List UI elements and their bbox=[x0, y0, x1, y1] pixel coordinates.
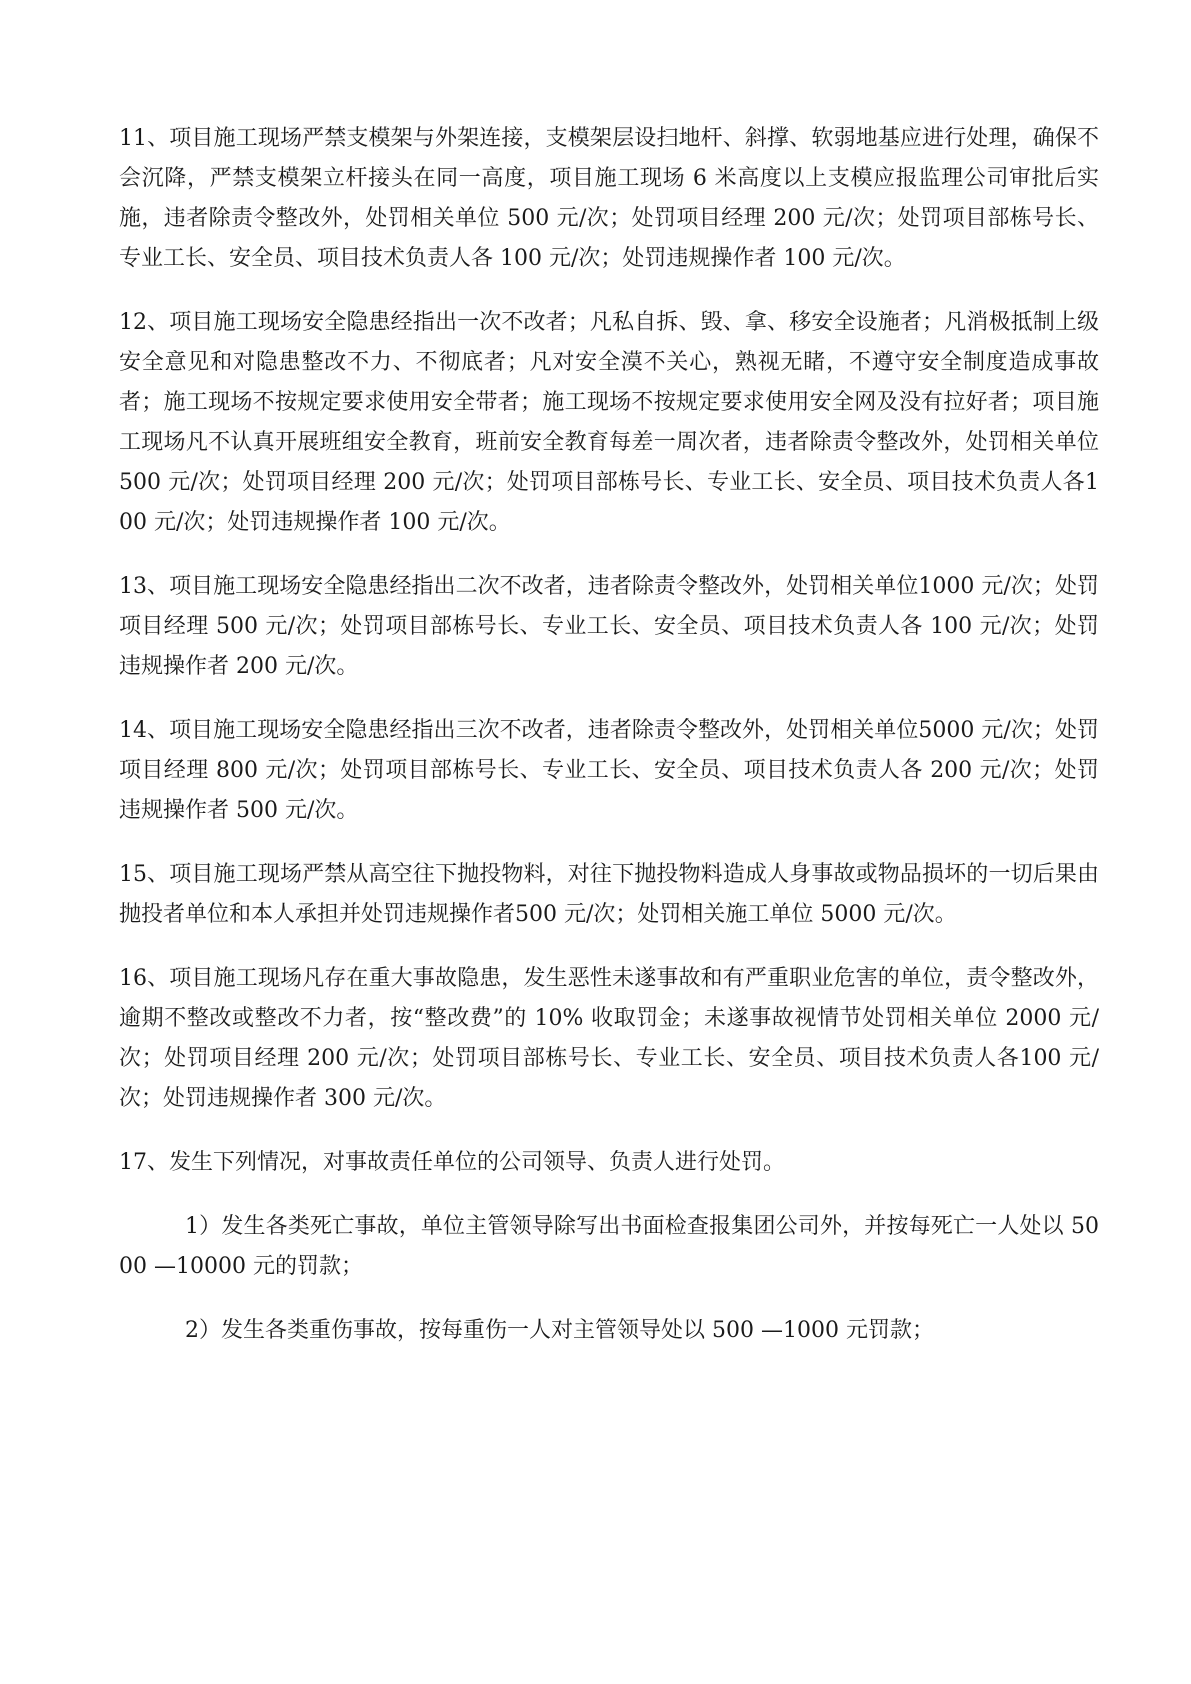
clause-17: 17、发生下列情况，对事故责任单位的公司领导、负责人进行处罚。 bbox=[119, 1150, 785, 1175]
clause-12: 12、项目施工现场安全隐患经指出一次不改者；凡私自拆、毁、拿、移安全设施者；凡消极抵制上级安全意见和对隐患整改不力、不彻底者；凡对安全漠不关心，熟视无睹，不遵守安全制度造成事故者；施工现场不按规定要求使用安全带者；施工现场不按规定要求使用安全网及没有拉好者；项目施工现场凡不认真开展班组安全教育，班前安全教育每差一周次者，违者除责令整改外，处罚相关单位500 元/次；处罚项目经理 200 元/次；处罚项目部栋号长、专业工长、安全员、项目技术负责人各100 元/次；处罚违规操作者 100 元/次。 bbox=[119, 310, 1099, 535]
clause-17-item-1: 1）发生各类死亡事故，单位主管领导除写出书面检查报集团公司外，并按每死亡一人处以 5000 —10000 元的罚款； bbox=[119, 1214, 1099, 1279]
clause-16: 16、项目施工现场凡存在重大事故隐患，发生恶性未遂事故和有严重职业危害的单位，责令整改外，逾期不整改或整改不力者，按“整改费”的 10% 收取罚金；未遂事故视情节处罚相关单位 2000 元/次；处罚项目经理 200 元/次；处罚项目部栋号长、专业工长、安全员、项目技术负责人各100 元/次；处罚违规操作者 300 元/次。 bbox=[119, 966, 1099, 1111]
clause-13: 13、项目施工现场安全隐患经指出二次不改者，违者除责令整改外，处罚相关单位1000 元/次；处罚项目经理 500 元/次；处罚项目部栋号长、专业工长、安全员、项目技术负责人各 100 元/次；处罚违规操作者 200 元/次。 bbox=[119, 574, 1099, 679]
clause-14: 14、项目施工现场安全隐患经指出三次不改者，违者除责令整改外，处罚相关单位5000 元/次；处罚项目经理 800 元/次；处罚项目部栋号长、专业工长、安全员、项目技术负责人各 200 元/次；处罚违规操作者 500 元/次。 bbox=[119, 718, 1099, 823]
clause-15: 15、项目施工现场严禁从高空往下抛投物料，对往下抛投物料造成人身事故或物品损坏的一切后果由抛投者单位和本人承担并处罚违规操作者500 元/次；处罚相关施工单位 5000 元/次。 bbox=[119, 862, 1099, 927]
document-body bbox=[119, 119, 1099, 1375]
clause-17-item-2: 2）发生各类重伤事故，按每重伤一人对主管领导处以 500 —1000 元罚款； bbox=[185, 1318, 934, 1343]
clause-11: 11、项目施工现场严禁支模架与外架连接，支模架层设扫地杆、斜撑、软弱地基应进行处理，确保不会沉降，严禁支模架立杆接头在同一高度，项目施工现场 6 米高度以上支模应报监理公司审批后实施，违者除责令整改外，处罚相关单位 500 元/次；处罚项目经理 200 元/次；处罚项目部栋号长、专业工长、安全员、项目技术负责人各 100 元/次；处罚违规操作者 100 元/次。 bbox=[119, 126, 1099, 271]
